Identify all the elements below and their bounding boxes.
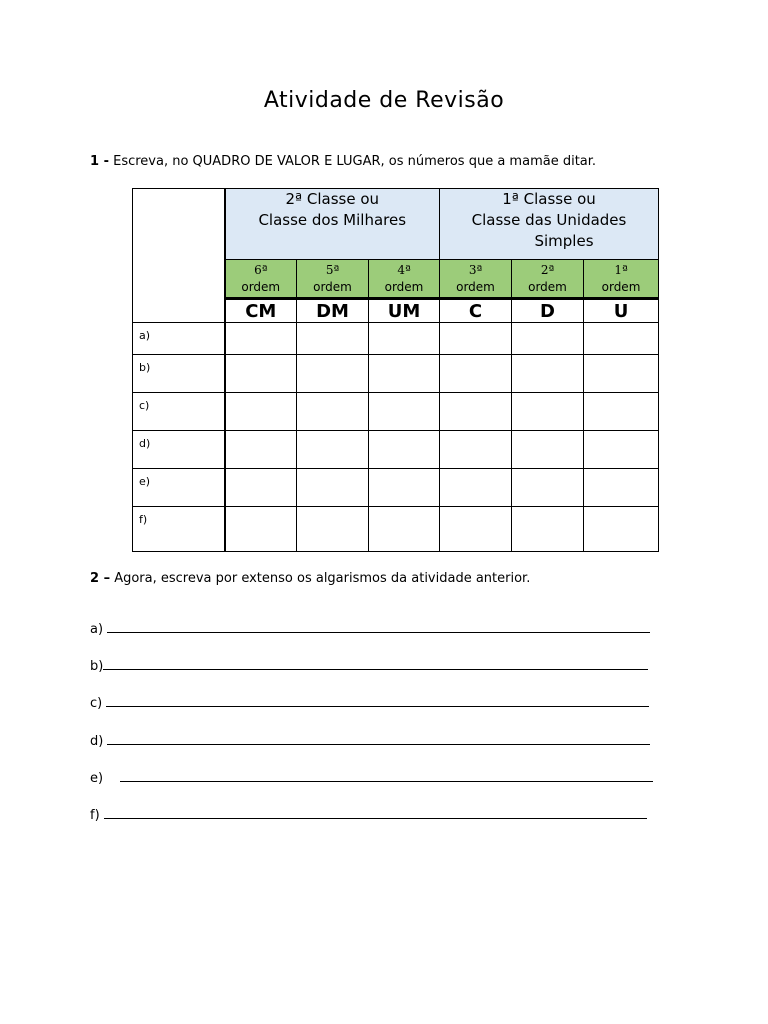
- row-label: b): [133, 355, 225, 393]
- order-5-header: [297, 260, 369, 299]
- answer-cell[interactable]: [297, 431, 369, 469]
- order-6-header: [225, 260, 297, 299]
- question-2-text: Agora, escreva por extenso os algarismos da atividade anterior.: [110, 571, 531, 586]
- answer-cell[interactable]: [584, 507, 659, 552]
- answer-cell[interactable]: [440, 393, 512, 431]
- table-corner-cell: [133, 189, 225, 323]
- answer-cell[interactable]: [225, 507, 297, 552]
- table-row: [133, 431, 659, 469]
- class-2-line-2: Classe dos Milhares: [258, 211, 407, 229]
- order-3-header: [440, 260, 512, 299]
- order-2-header: [512, 260, 584, 299]
- write-line[interactable]: [120, 769, 653, 782]
- class-1-line-3: Simples: [534, 232, 594, 250]
- order-2-word: ordem: [528, 279, 567, 294]
- answer-cell[interactable]: [440, 469, 512, 507]
- answer-cell[interactable]: [584, 323, 659, 355]
- row-label: f): [133, 507, 225, 552]
- answer-cell[interactable]: [440, 355, 512, 393]
- answer-cell[interactable]: [369, 507, 440, 552]
- answer-cell[interactable]: [297, 393, 369, 431]
- answer-cell[interactable]: [512, 393, 584, 431]
- answer-cell[interactable]: [369, 469, 440, 507]
- order-4-header: [369, 260, 440, 299]
- answer-cell[interactable]: [225, 323, 297, 355]
- order-3-num: 3ª: [468, 262, 483, 277]
- order-2-num: 2ª: [540, 262, 555, 277]
- code-um: UM: [369, 299, 440, 323]
- answer-label: f): [90, 808, 100, 823]
- row-label: e): [133, 469, 225, 507]
- write-line[interactable]: [103, 657, 648, 670]
- order-4-num: 4ª: [397, 262, 411, 277]
- answer-cell[interactable]: [584, 431, 659, 469]
- answer-cell[interactable]: [297, 469, 369, 507]
- write-line[interactable]: [107, 732, 650, 745]
- answer-cell[interactable]: [297, 355, 369, 393]
- order-4-word: ordem: [384, 279, 424, 294]
- order-3-word: ordem: [456, 279, 495, 294]
- answer-cell[interactable]: [440, 323, 512, 355]
- code-u: U: [584, 299, 659, 323]
- answer-cell[interactable]: [369, 431, 440, 469]
- order-5-num: 5ª: [325, 262, 340, 277]
- answer-cell[interactable]: [512, 507, 584, 552]
- answer-cell[interactable]: [584, 393, 659, 431]
- order-6-word: ordem: [241, 279, 281, 294]
- answer-cell[interactable]: [225, 393, 297, 431]
- answer-cell[interactable]: [297, 323, 369, 355]
- answer-label: e): [90, 771, 104, 786]
- class-2-header: [225, 189, 440, 260]
- code-dm: DM: [297, 299, 369, 323]
- answer-cell[interactable]: [369, 393, 440, 431]
- row-label: a): [133, 323, 225, 355]
- question-2: [90, 571, 530, 586]
- table-row: [133, 323, 659, 355]
- answer-cell[interactable]: [440, 431, 512, 469]
- answer-line-b[interactable]: [90, 657, 648, 674]
- answer-cell[interactable]: [369, 323, 440, 355]
- order-1-num: 1ª: [614, 262, 628, 277]
- answer-line-c[interactable]: [90, 694, 649, 711]
- answer-cell[interactable]: [369, 355, 440, 393]
- answer-label: d): [90, 734, 104, 749]
- answer-cell[interactable]: [440, 507, 512, 552]
- table-row: [133, 469, 659, 507]
- answer-cell[interactable]: [297, 507, 369, 552]
- row-label: c): [133, 393, 225, 431]
- answer-line-f[interactable]: [90, 806, 647, 823]
- write-line[interactable]: [106, 694, 649, 707]
- place-value-table: [132, 188, 659, 552]
- question-1-number: 1 -: [90, 154, 109, 169]
- answer-cell[interactable]: [225, 469, 297, 507]
- answer-line-e[interactable]: [90, 769, 653, 786]
- order-1-word: ordem: [601, 279, 641, 294]
- answer-line-d[interactable]: [90, 732, 650, 749]
- answer-cell[interactable]: [584, 469, 659, 507]
- table-row: [133, 355, 659, 393]
- order-1-header: [584, 260, 659, 299]
- class-1-line-1: 1ª Classe ou: [502, 190, 596, 208]
- class-1-header: [440, 189, 659, 260]
- code-cm: CM: [225, 299, 297, 323]
- code-d: D: [512, 299, 584, 323]
- answer-label: c): [90, 696, 103, 711]
- answer-cell[interactable]: [512, 469, 584, 507]
- order-5-word: ordem: [313, 279, 352, 294]
- question-1: [90, 154, 596, 169]
- page-title: Atividade de Revisão: [263, 88, 505, 113]
- class-1-line-2: Classe das Unidades: [471, 211, 627, 229]
- table-row: [133, 507, 659, 552]
- write-line[interactable]: [104, 806, 647, 819]
- answer-line-a[interactable]: [90, 620, 650, 637]
- answer-label: b): [90, 659, 104, 674]
- question-2-number: 2 –: [90, 571, 111, 586]
- answer-cell[interactable]: [225, 431, 297, 469]
- question-1-text: Escreva, no QUADRO DE VALOR E LUGAR, os números que a mamãe ditar.: [108, 154, 597, 169]
- answer-cell[interactable]: [584, 355, 659, 393]
- class-2-line-1: 2ª Classe ou: [285, 190, 380, 208]
- write-line[interactable]: [107, 620, 650, 633]
- answer-cell[interactable]: [225, 355, 297, 393]
- order-6-num: 6ª: [254, 262, 268, 277]
- answer-cell[interactable]: [512, 431, 584, 469]
- table-row: [133, 393, 659, 431]
- answer-cell[interactable]: [512, 323, 584, 355]
- row-label: d): [133, 431, 225, 469]
- answer-label: a): [90, 622, 104, 637]
- answer-cell[interactable]: [512, 355, 584, 393]
- code-c: C: [440, 299, 512, 323]
